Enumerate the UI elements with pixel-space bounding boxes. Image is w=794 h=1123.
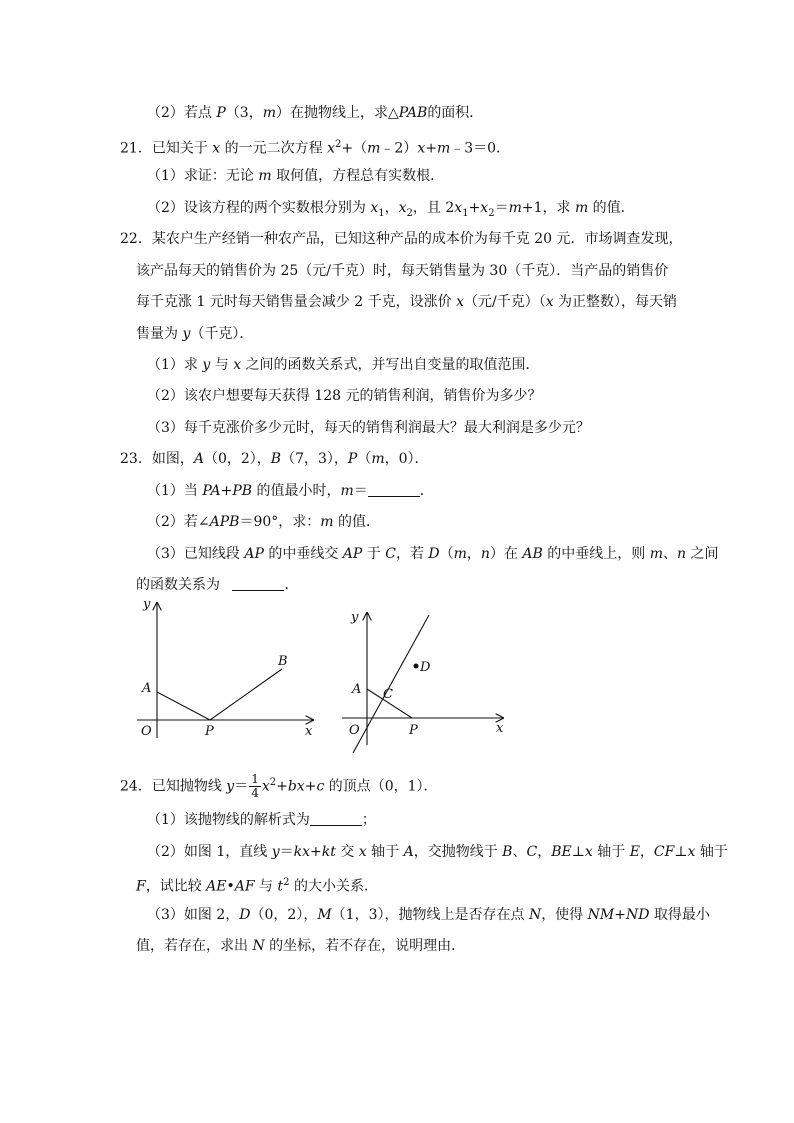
q22-line3: 每千克涨 1 元时每天销售量会减少 2 千克，设涨价 x（元/千克）（x 为正整数），每天销: [136, 294, 678, 310]
label-y: y: [143, 597, 151, 612]
q24-part2-cont: F，试比较 AE•AF 与 $t^2$ 的大小关系．: [136, 877, 378, 895]
q24-stem: 24．已知抛物线 y＝ $\frac{1}{4}$ $x^2+bx+c$ 的顶点（0，1）．: [120, 772, 438, 801]
q22-part1: （1）求 y 与 x 之间的函数关系式，并写出自变量的取值范围．: [147, 357, 540, 373]
q22-part3: （3）每千克涨价多少元时，每天的销售利润最大？最大利润是多少元？: [147, 420, 590, 436]
q22-line2: 该产品每天的销售价为 25（元/千克）时，每天销售量为 30（千克）．当产品的销售价: [136, 263, 669, 279]
answer-blank: [368, 482, 420, 497]
label-A: A: [142, 681, 152, 696]
label-P: P: [205, 724, 214, 739]
q23-part3: （3）已知线段 AP 的中垂线交 AP 于 C，若 D（m，n）在 AB 的中垂线上，则 m、n 之间: [147, 546, 719, 562]
label-C: C: [383, 687, 393, 702]
label-x: x: [305, 724, 313, 739]
q23-part2: （2）若∠APB＝90°，求：m 的值．: [147, 514, 381, 530]
q20-part2: （2）若点 P（3，m）在抛物线上，求△PAB的面积．: [147, 105, 484, 121]
answer-blank: [232, 576, 284, 591]
label-B: B: [278, 654, 288, 669]
label-D: D: [420, 660, 431, 675]
label-x: x: [496, 721, 504, 736]
q21-stem: 21．已知关于 x 的一元二次方程 $x^2+(m﹣2)x+m﹣3=0$．: [120, 139, 511, 157]
q21-part1: （1）求证：无论 m 取何值，方程总有实数根．: [147, 168, 445, 184]
point-D: [414, 664, 419, 669]
label-y: y: [351, 610, 359, 625]
q23-part1: （1）当 PA+PB 的值最小时，m＝ ．: [147, 483, 434, 499]
fraction-one-quarter: $\frac{1}{4}$: [251, 772, 259, 801]
answer-blank: [310, 811, 362, 826]
q22-line1: 22．某农户生产经销一种农产品，已知这种产品的成本价为每千克 20 元．市场调查发现，: [120, 231, 683, 247]
q24-part1: （1）该抛物线的解析式为 ；: [147, 812, 376, 828]
q23-figure-1: [135, 595, 325, 740]
segments-A-P-B: [157, 669, 282, 720]
label-A: A: [352, 682, 362, 697]
q24-part3: （3）如图 2，D（0，2），M（1，3），抛物线上是否存在点 N，使得 NM+ND 取得最小: [147, 907, 710, 923]
label-O: O: [349, 723, 360, 738]
q22-line4: 售量为 y（千克）．: [136, 326, 254, 342]
q23-stem: 23．如图，A（0，2），B（7，3），P（m，0）．: [120, 451, 429, 467]
q24-part2: （2）如图 1，直线 y＝kx+kt 交 x 轴于 A，交抛物线于 B、C，BE⊥x 轴于 E，CF⊥x 轴于: [147, 844, 728, 860]
label-P: P: [409, 723, 418, 738]
q23-figure-2: [340, 605, 515, 755]
label-O: O: [141, 724, 152, 739]
q24-part3-cont: 值，若存在，求出 N 的坐标，若不存在，说明理由．: [136, 938, 466, 954]
q21-part2: （2）设该方程的两个实数根分别为 $x_1$，$x_2$，且 $2x_1+x_2=m+1$，求 m 的值．: [147, 200, 635, 219]
q23-part3-cont: 的函数关系为 ．: [136, 577, 299, 593]
q22-part2: （2）该农户想要每天获得 128 元的销售利润，销售价为多少？: [147, 388, 542, 404]
